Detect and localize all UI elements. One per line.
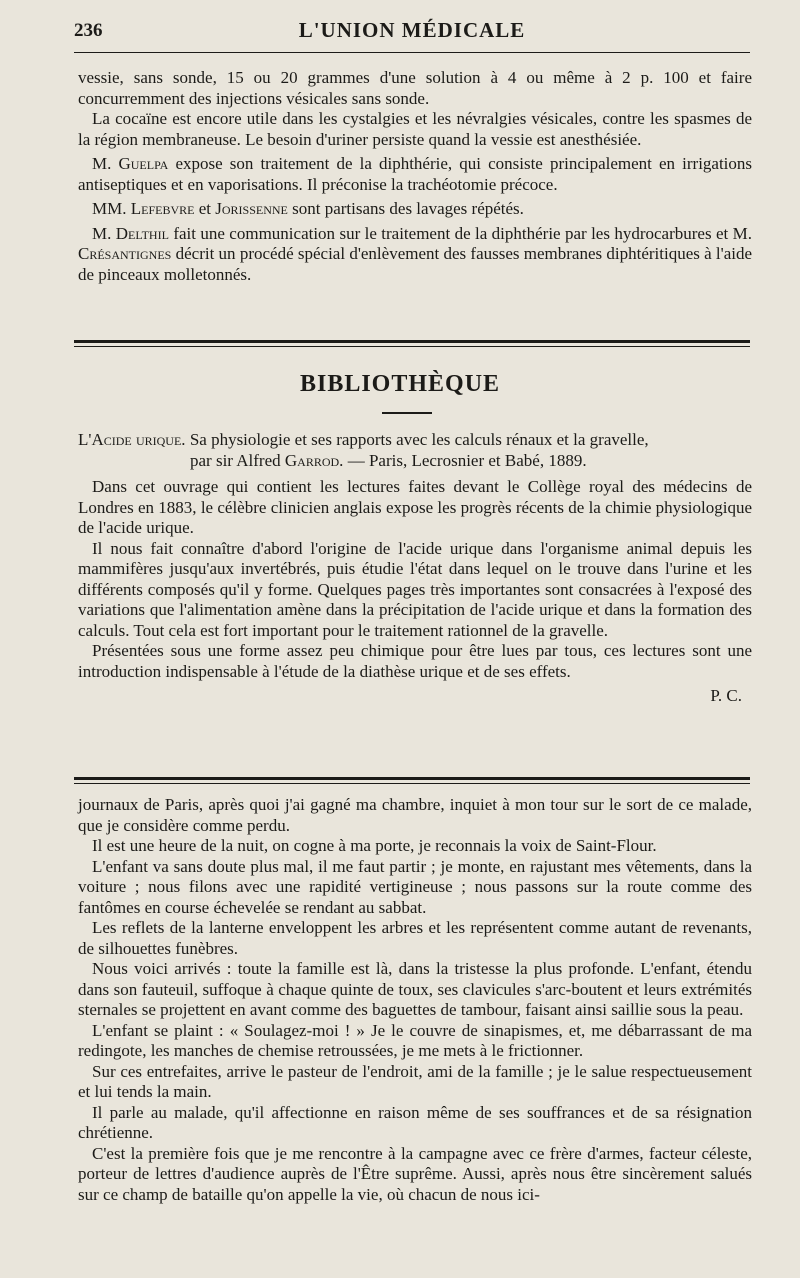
section-rule bbox=[74, 340, 750, 343]
page-header bbox=[74, 16, 750, 46]
book-entry bbox=[78, 430, 752, 451]
paragraph-text: décrit un procédé spécial d'enlèvement des fausses membranes diphtéritiques à l'aide de pinceaux molletonnés. bbox=[78, 244, 753, 284]
paragraph: journaux de Paris, après quoi j'ai gagné ma chambre, inquiet à mon tour sur le sort de ce malade, que je considère comme perdu. bbox=[78, 795, 752, 835]
paragraph: La cocaïne est encore utile dans les cystalgies et les névralgies vésicales, contre les spasmes de la région membraneuse. Le besoin d'uriner persiste quand la vessie est anesthésiée. bbox=[78, 109, 752, 149]
paragraph bbox=[78, 199, 752, 220]
paragraph: L'enfant se plaint : « Soulagez-moi ! » Je le couvre de sinapismes, et, me débarrassant de ma redingote, les manches de chemise retroussées, je me mets à le frictionner. bbox=[78, 1020, 752, 1060]
book-subtitle: Sa physiologie et ses rapports avec les calculs rénaux et la gravelle, bbox=[189, 430, 649, 449]
feuilleton-rule bbox=[74, 777, 750, 780]
paragraph-text: et bbox=[198, 199, 211, 218]
paragraph: Les reflets de la lanterne enveloppent les arbres et les représentent comme autant de revenants, de silhouettes funèbres. bbox=[78, 918, 752, 958]
person-name: Crésantignes bbox=[78, 244, 172, 263]
paragraph-text: sont partisans des lavages répétés. bbox=[292, 199, 524, 218]
page-number: 236 bbox=[74, 20, 103, 41]
honorific: M. bbox=[92, 154, 112, 173]
feuilleton-section bbox=[78, 795, 752, 1205]
book-author: Garrod. bbox=[284, 450, 344, 470]
paragraph: Nous voici arrivés : toute la famille est là, dans la tristesse la plus profonde. L'enfant, étendu dans son fauteuil, suffoque à chaque quinte de toux, ses clavicules s'arc-boutent et leurs extrémités sternales se projettent en avant comme des baguettes de tambour, faisant ainsi saillie sous la peau. bbox=[78, 959, 752, 1019]
paragraph-text: fait une communication sur le traitement de la diphthérie par les hydrocarbures et M. bbox=[173, 223, 752, 243]
paragraph: vessie, sans sonde, 15 ou 20 grammes d'une solution à 4 ou même à 2 p. 100 et faire concurremment des injections vésicales sans sonde. bbox=[78, 68, 752, 108]
book-author-prefix: par sir Alfred bbox=[190, 450, 281, 470]
section-title: BIBLIOTHÈQUE bbox=[299, 371, 501, 397]
paragraph-text: expose son traitement de la diphthérie, qui consiste principalement en irrigations antiseptiques et en vaporisations. Il préconise la trachéotomie précoce. bbox=[78, 154, 753, 194]
person-name: Jorissenne bbox=[215, 199, 288, 218]
paragraph: Il parle au malade, qu'il affectionne en raison même de ses souffrances et de sa résignation chrétienne. bbox=[78, 1102, 752, 1142]
book-title: L'Acide urique. bbox=[78, 430, 186, 449]
paragraph: Dans cet ouvrage qui contient les lectures faites devant le Collège royal des médecins de Londres en 1883, le célèbre clinicien anglais expose les progrès récents de la chimie physiologique de l'acide urique. bbox=[78, 477, 752, 537]
feuilleton-rule bbox=[74, 783, 750, 784]
book-entry-line bbox=[78, 451, 752, 472]
running-title: L'UNION MÉDICALE bbox=[298, 18, 526, 42]
honorific: M. bbox=[92, 223, 112, 243]
header-rule bbox=[74, 52, 750, 53]
paragraph: Sur ces entrefaites, arrive le pasteur de l'endroit, ami de la famille ; je le salue respectueusement et lui tends la main. bbox=[78, 1061, 752, 1101]
title-underline bbox=[382, 412, 432, 414]
paragraph: Il est une heure de la nuit, on cogne à ma porte, je reconnais la voix de Saint-Flour. bbox=[92, 836, 657, 855]
person-name: Lefebvre bbox=[130, 199, 195, 218]
person-name: Guelpa bbox=[118, 154, 169, 173]
person-name: Delthil bbox=[115, 223, 169, 243]
top-section bbox=[78, 68, 752, 285]
bibliotheque-section bbox=[78, 430, 752, 707]
paragraph bbox=[78, 224, 752, 286]
paragraph: Présentées sous une forme assez peu chimique pour être lues par tous, ces lectures sont une introduction indispensable à l'étude de la diathèse urique et de ses effets. bbox=[78, 641, 752, 681]
book-publisher: — Paris, Lecrosnier et Babé, 1889. bbox=[347, 450, 587, 470]
honorific: MM. bbox=[92, 199, 127, 218]
paragraph bbox=[78, 154, 752, 195]
paragraph: L'enfant va sans doute plus mal, il me faut partir ; je monte, en rajustant mes vêtements, dans la voiture ; nous filons avec une rapidité vertigineuse ; nous passons sur la route comme des fantômes en course échevelée se rendant au sabbat. bbox=[78, 856, 752, 917]
paragraph: Il nous fait connaître d'abord l'origine de l'acide urique dans l'organisme animal depuis les mammifères jusqu'aux invertébrés, puis étudie l'état dans lequel on le trouve dans l'urine et les différents composés qu'il y forme. Quelques pages très importantes sont consacrées à l'exposé des variations que l'alimentation amène dans la précipitation de l'acide urique et dans la formation des calculs. Tout cela est fort important pour le traitement rationnel de la gravelle. bbox=[78, 538, 752, 640]
section-rule bbox=[74, 346, 750, 347]
paragraph: C'est la première fois que je me rencontre à la campagne avec ce frère d'armes, facteur céleste, porteur de lettres d'audience auprès de l'Être suprême. Aussi, après nous être sincèrement salués sur ce champ de bataille qu'on appelle la vie, où chacun de nous ici- bbox=[78, 1143, 752, 1204]
signature: P. C. bbox=[710, 686, 742, 705]
